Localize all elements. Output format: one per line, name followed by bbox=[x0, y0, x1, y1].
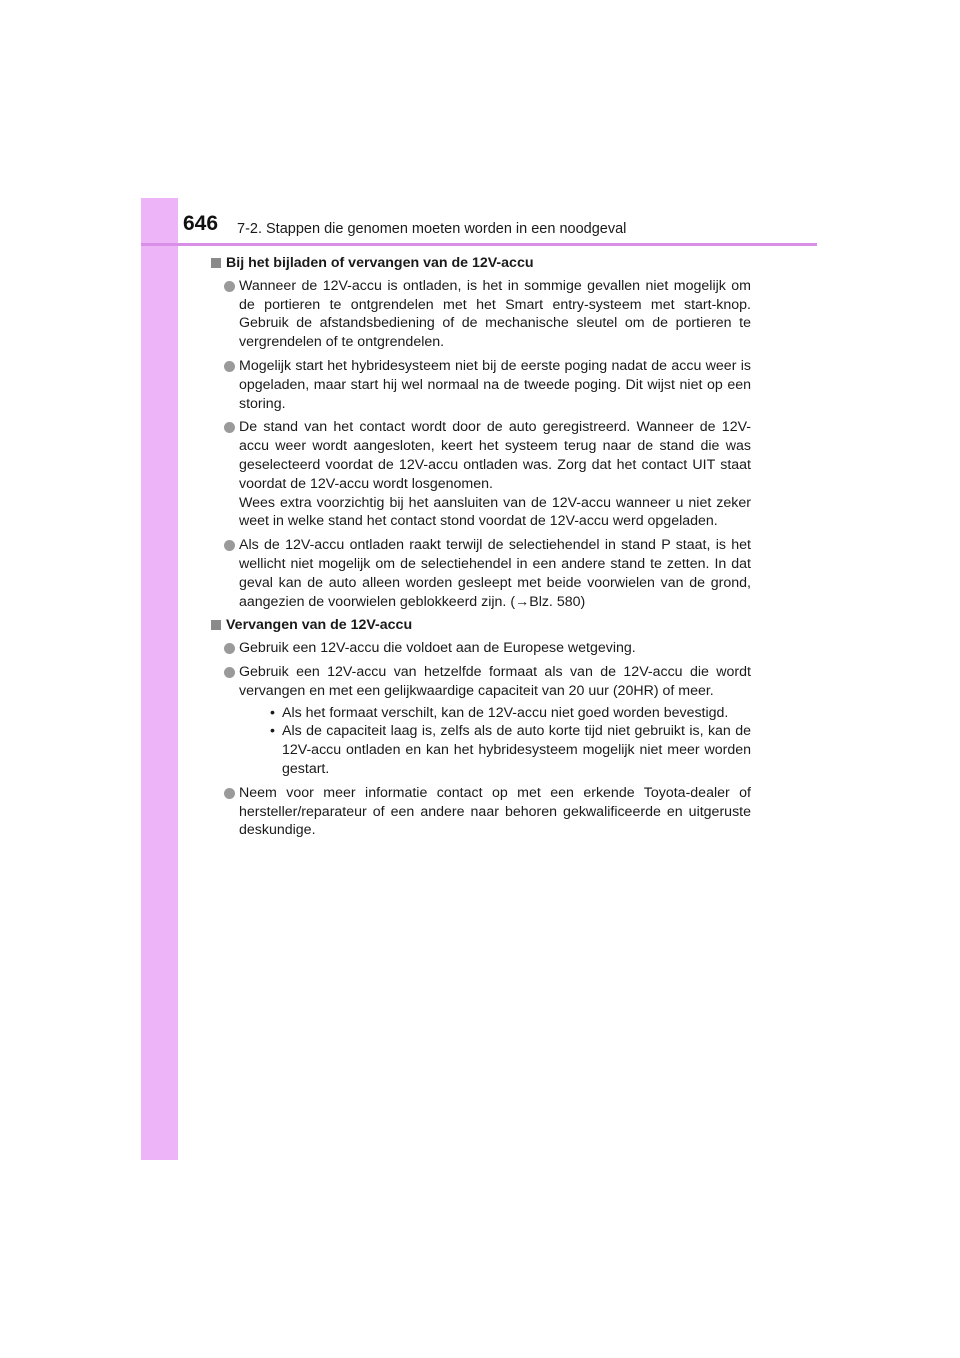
sub-list-item-text: Als het formaat verschilt, kan de 12V-accu niet goed worden bevestigd. bbox=[282, 704, 729, 721]
circle-bullet-icon bbox=[224, 281, 235, 292]
list-item-text: Gebruik een 12V-accu die voldoet aan de Europese wetgeving. bbox=[239, 640, 636, 657]
list-item-text: Gebruik een 12V-accu van hetzelfde formaat als van de 12V-accu die wordt vervangen en met een gelijkwaardige capaciteit van 20 uur (20HR) of meer. bbox=[239, 663, 751, 699]
sub-list-item bbox=[239, 704, 751, 723]
sub-list-item bbox=[239, 722, 751, 778]
list-item bbox=[211, 536, 751, 611]
list-item bbox=[211, 784, 751, 840]
header-divider bbox=[141, 243, 817, 246]
list-item-text: Wanneer de 12V-accu is ontladen, is het in sommige gevallen niet mogelijk om de portieren te ontgrendelen met het Smart entry-systeem met start-knop. Gebruik de afstandsbediening of de mechanische sleutel om de portieren te vergrendelen of te ontgrendelen. bbox=[239, 277, 751, 351]
section-title: Bij het bijladen of vervangen van de 12V-accu bbox=[226, 255, 534, 271]
list-item bbox=[211, 277, 751, 352]
list-item-text: Wees extra voorzichtig bij het aansluiten van de 12V-accu wanneer u niet zeker weet in welke stand het contact stond voordat de 12V-accu werd opgeladen. bbox=[239, 494, 751, 530]
section-heading bbox=[211, 616, 751, 635]
sub-list-item-text: Als de capaciteit laag is, zelfs als de auto korte tijd niet gebruikt is, kan de 12V-accu ontladen en kan het hybridesysteem mogelijk niet meer worden gestart. bbox=[282, 723, 751, 777]
list-item bbox=[211, 357, 751, 413]
page-number: 646 bbox=[183, 212, 219, 235]
circle-bullet-icon bbox=[224, 667, 235, 678]
list-item bbox=[211, 663, 751, 779]
section-title: Vervangen van de 12V-accu bbox=[226, 617, 413, 634]
square-bullet-icon bbox=[211, 258, 221, 268]
square-bullet-icon bbox=[211, 620, 221, 630]
dot-marker-icon: • bbox=[270, 704, 275, 721]
circle-bullet-icon bbox=[224, 422, 235, 433]
list-item-text: De stand van het contact wordt door de auto geregistreerd. Wanneer de 12V-accu weer wordt aangesloten, keert het systeem terug naar de stand die was geselecteerd voordat de 12V-accu ontladen was. Zorg dat het contact UIT staat voordat de 12V-accu wordt losgenomen. bbox=[239, 419, 751, 492]
circle-bullet-icon bbox=[224, 643, 235, 654]
list-item-text: Als de 12V-accu ontladen raakt terwijl de selectiehendel in stand P staat, is het wellicht niet mogelijk om de selectiehendel in een andere stand te zetten. In dat geval kan de auto alleen worden gesleept met beide voorwielen van de grond, aangezien de voorwielen geblokkeerd zijn. (→Blz. 580) bbox=[239, 537, 751, 610]
list-item bbox=[211, 418, 751, 531]
circle-bullet-icon bbox=[224, 361, 235, 372]
circle-bullet-icon bbox=[224, 540, 235, 551]
page-body bbox=[211, 254, 751, 845]
list-item-text: Neem voor meer informatie contact op met een erkende Toyota-dealer of hersteller/reparateur of een andere naar behoren gekwalificeerde en uitgeruste deskundige. bbox=[239, 784, 751, 839]
running-head: 7-2. Stappen die genomen moeten worden in een noodgeval bbox=[237, 221, 627, 237]
sub-list bbox=[239, 704, 751, 779]
chapter-side-tab bbox=[141, 198, 178, 1160]
circle-bullet-icon bbox=[224, 788, 235, 799]
list-item-text: Mogelijk start het hybridesysteem niet bij de eerste poging nadat de accu weer is opgeladen, maar start hij wel normaal na de tweede poging. Dit wijst niet op een storing. bbox=[239, 357, 751, 412]
list-item bbox=[211, 639, 751, 658]
section-heading bbox=[211, 254, 751, 273]
dot-marker-icon: • bbox=[270, 723, 275, 740]
